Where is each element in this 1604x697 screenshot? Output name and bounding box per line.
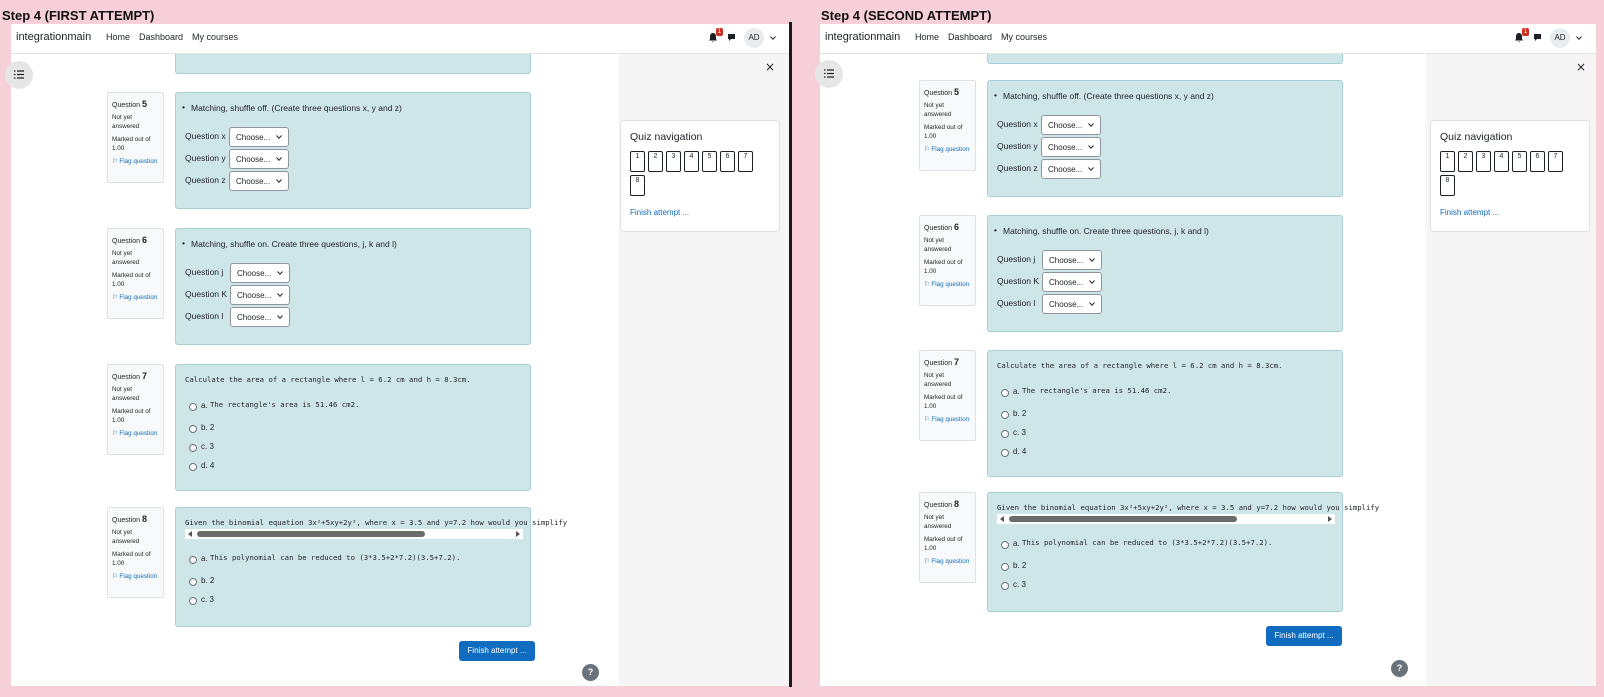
- question-mark: Marked out of 1.00: [112, 408, 151, 424]
- match-label-k: Question K: [185, 289, 228, 299]
- scrollbar-thumb[interactable]: [1009, 516, 1237, 522]
- flag-question-label: Flag question: [119, 294, 158, 301]
- quiz-nav-button-1[interactable]: 1: [630, 151, 645, 172]
- close-icon[interactable]: ×: [1576, 60, 1587, 74]
- nav-my-courses[interactable]: My courses: [1001, 32, 1048, 42]
- radio-option-c[interactable]: [189, 444, 197, 452]
- question-5-info: [919, 80, 976, 171]
- option-a-text: The rectangle's area is 51.46 cm2.: [210, 400, 360, 409]
- quiz-nav-button-2[interactable]: 2: [1458, 151, 1473, 172]
- quiz-nav-button-5[interactable]: 5: [1512, 151, 1527, 172]
- question-text: Given the binomial equation 3x²+5xy+2y², where x = 3.5 and y=7.2 how would you simplify: [185, 518, 568, 527]
- select-value: Choose...: [1049, 300, 1084, 309]
- flag-icon: ⚐: [924, 558, 930, 565]
- question-5-content: [987, 80, 1343, 197]
- flag-icon: ⚐: [112, 573, 118, 580]
- radio-option-b[interactable]: [189, 425, 197, 433]
- question-number: 8: [953, 499, 959, 509]
- option-c-label: c. 3: [1013, 428, 1026, 437]
- flag-question-link[interactable]: [112, 429, 159, 438]
- flag-question-label: Flag question: [119, 573, 158, 580]
- answer-select-l[interactable]: [1042, 294, 1102, 314]
- user-avatar[interactable]: AD: [744, 28, 764, 48]
- match-label-y: Question y: [185, 153, 226, 163]
- select-value: Choose...: [1049, 278, 1084, 287]
- horizontal-scrollbar[interactable]: [997, 514, 1335, 524]
- radio-option-a[interactable]: [1001, 541, 1009, 549]
- flag-question-label: Flag question: [931, 558, 970, 565]
- select-value: Choose...: [237, 291, 272, 300]
- chevron-down-icon: [276, 135, 282, 139]
- quiz-drawer: [619, 54, 789, 686]
- radio-option-c[interactable]: [1001, 430, 1009, 438]
- flag-question-label: Flag question: [931, 281, 970, 288]
- question-number: 7: [953, 357, 959, 367]
- question-status: Not yet answered: [112, 529, 140, 545]
- select-value: Choose...: [236, 177, 271, 186]
- question-7-content: [175, 364, 531, 491]
- question-8-content: [175, 507, 568, 627]
- previous-question-box: [175, 54, 531, 74]
- question-status: Not yet answered: [924, 102, 952, 118]
- help-button[interactable]: ?: [1391, 660, 1408, 677]
- course-index-toggle[interactable]: [5, 61, 33, 89]
- flag-question-link[interactable]: [112, 572, 159, 581]
- select-value: Choose...: [1049, 256, 1084, 265]
- question-mark: Marked out of 1.00: [112, 272, 151, 288]
- chevron-down-icon: [1089, 280, 1095, 284]
- question-text: Calculate the area of a rectangle where l = 6.2 cm and h = 8.3cm.: [997, 361, 1283, 370]
- quiz-nav-button-8[interactable]: 8: [630, 175, 645, 196]
- quiz-nav-button-5[interactable]: 5: [702, 151, 717, 172]
- option-a-text: This polynomial can be reduced to (3*3.5+2*7.2)(3.5+7.2).: [210, 553, 461, 562]
- question-5-info: [107, 92, 164, 183]
- option-b-label: b. 2: [1013, 561, 1027, 570]
- quiz-navigation-title: Quiz navigation: [630, 131, 703, 143]
- chevron-down-icon[interactable]: [770, 36, 776, 40]
- option-d-label: d. 4: [1013, 447, 1027, 456]
- flag-question-label: Flag question: [931, 146, 970, 153]
- answer-select-j[interactable]: [230, 263, 290, 283]
- question-7-info: [107, 364, 164, 455]
- question-label: Question: [924, 360, 953, 367]
- select-value: Choose...: [237, 313, 272, 322]
- site-brand[interactable]: integrationmain: [825, 31, 901, 43]
- previous-question-box: [987, 54, 1343, 64]
- question-label: Question: [112, 517, 141, 524]
- question-number: 7: [141, 371, 147, 381]
- answer-select-l[interactable]: [230, 307, 290, 327]
- chevron-down-icon[interactable]: [1576, 36, 1582, 40]
- match-label-k: Question K: [997, 276, 1040, 286]
- question-8-info: [919, 492, 976, 583]
- close-icon[interactable]: ×: [765, 60, 776, 74]
- user-avatar[interactable]: AD: [1550, 28, 1570, 48]
- answer-select-k[interactable]: [1042, 272, 1102, 292]
- radio-option-a[interactable]: [189, 403, 197, 411]
- question-6-info: [107, 228, 164, 319]
- quiz-navigation-title: Quiz navigation: [1440, 131, 1513, 143]
- chevron-down-icon: [1088, 145, 1094, 149]
- radio-option-c[interactable]: [189, 597, 197, 605]
- nav-my-courses[interactable]: My courses: [192, 32, 239, 42]
- match-label-l: Question l: [997, 298, 1036, 308]
- question-8-info: [107, 507, 164, 598]
- answer-select-y[interactable]: [1041, 137, 1101, 157]
- quiz-nav-button-8[interactable]: 8: [1440, 175, 1455, 196]
- quiz-navigation-block: [1430, 120, 1590, 232]
- answer-select-x[interactable]: [1041, 115, 1101, 135]
- flag-question-link[interactable]: [924, 280, 971, 289]
- question-6-content: [175, 228, 531, 345]
- scroll-right-arrow-icon[interactable]: [516, 531, 520, 537]
- question-mark: Marked out of 1.00: [112, 136, 151, 152]
- question-number: 5: [953, 87, 959, 97]
- option-a-letter: a.: [201, 401, 208, 410]
- flag-question-link[interactable]: [924, 145, 971, 154]
- quiz-navigation-block: [620, 120, 780, 232]
- nav-dashboard[interactable]: Dashboard: [139, 32, 184, 42]
- question-status: Not yet answered: [924, 372, 952, 388]
- match-label-z: Question z: [185, 175, 226, 185]
- radio-option-d[interactable]: [189, 463, 197, 471]
- option-a-letter: a.: [1013, 387, 1020, 396]
- chevron-down-icon: [277, 293, 283, 297]
- match-label-y: Question y: [997, 141, 1038, 151]
- caption-first-attempt: Step 4 (FIRST ATTEMPT): [2, 8, 155, 23]
- answer-select-x[interactable]: [229, 127, 289, 147]
- scroll-left-arrow-icon[interactable]: [1000, 516, 1004, 522]
- option-d-label: d. 4: [201, 461, 215, 470]
- question-text: Given the binomial equation 3x²+5xy+2y², where x = 3.5 and y=7.2 how would you simplify: [997, 503, 1380, 512]
- option-a-text: This polynomial can be reduced to (3*3.5+2*7.2)(3.5+7.2).: [1022, 538, 1273, 547]
- option-b-label: b. 2: [201, 576, 215, 585]
- flag-question-label: Flag question: [931, 416, 970, 423]
- question-5-content: [175, 92, 531, 209]
- option-b-label: b. 2: [201, 423, 215, 432]
- quiz-nav-button-7[interactable]: 7: [1548, 151, 1563, 172]
- match-label-l: Question l: [185, 311, 224, 321]
- question-status: Not yet answered: [112, 250, 140, 266]
- course-index-toggle[interactable]: [815, 60, 843, 88]
- match-label-x: Question x: [997, 119, 1038, 129]
- question-label: Question: [924, 225, 953, 232]
- flag-icon: ⚐: [924, 416, 930, 423]
- question-number: 8: [141, 514, 147, 524]
- select-value: Choose...: [1048, 121, 1083, 130]
- question-number: 6: [953, 222, 959, 232]
- question-label: Question: [112, 238, 141, 245]
- question-text: Calculate the area of a rectangle where l = 6.2 cm and h = 8.3cm.: [185, 375, 471, 384]
- radio-option-b[interactable]: [189, 578, 197, 586]
- match-label-j: Question j: [185, 267, 224, 277]
- chevron-down-icon: [277, 315, 283, 319]
- select-value: Choose...: [1048, 143, 1083, 152]
- match-label-z: Question z: [997, 163, 1038, 173]
- chevron-down-icon: [276, 157, 282, 161]
- match-label-x: Question x: [185, 131, 226, 141]
- radio-option-b[interactable]: [1001, 411, 1009, 419]
- screenshot-divider: [789, 22, 792, 687]
- question-status: Not yet answered: [112, 386, 140, 402]
- flag-question-link[interactable]: [924, 557, 971, 566]
- match-label-j: Question j: [997, 254, 1036, 264]
- question-text: • Matching, shuffle off. (Create three questions x, y and z): [191, 103, 402, 113]
- question-status: Not yet answered: [924, 237, 952, 253]
- chevron-down-icon: [276, 179, 282, 183]
- primary-navigation: [106, 32, 238, 42]
- horizontal-scrollbar[interactable]: [185, 529, 523, 539]
- quiz-nav-button-3[interactable]: 3: [1476, 151, 1491, 172]
- question-label: Question: [112, 374, 141, 381]
- chevron-down-icon: [1089, 302, 1095, 306]
- scroll-right-arrow-icon[interactable]: [1328, 516, 1332, 522]
- question-mark: Marked out of 1.00: [924, 394, 963, 410]
- top-navbar: [11, 24, 789, 54]
- top-navbar: [820, 24, 1596, 54]
- quiz-drawer: [1426, 54, 1596, 686]
- option-c-label: c. 3: [201, 595, 214, 604]
- option-b-label: b. 2: [1013, 409, 1027, 418]
- first-attempt-screenshot: [11, 24, 789, 686]
- option-a-letter: a.: [1013, 539, 1020, 548]
- radio-option-a[interactable]: [189, 556, 197, 564]
- question-mark: Marked out of 1.00: [924, 536, 963, 552]
- flag-question-link[interactable]: [924, 415, 971, 424]
- messages-icon[interactable]: [1533, 33, 1542, 42]
- list-icon: [824, 69, 834, 78]
- question-6-content: [987, 215, 1343, 332]
- flag-question-link[interactable]: [112, 293, 159, 302]
- quiz-nav-button-6[interactable]: 6: [720, 151, 735, 172]
- answer-select-y[interactable]: [229, 149, 289, 169]
- question-7-info: [919, 350, 976, 441]
- select-value: Choose...: [236, 155, 271, 164]
- flag-question-label: Flag question: [119, 430, 158, 437]
- second-attempt-screenshot: [820, 24, 1596, 686]
- question-mark: Marked out of 1.00: [924, 259, 963, 275]
- quiz-nav-button-7[interactable]: 7: [738, 151, 753, 172]
- question-number: 5: [141, 99, 147, 109]
- finish-attempt-button[interactable]: Finish attempt ...: [1266, 626, 1342, 646]
- scroll-left-arrow-icon[interactable]: [188, 531, 192, 537]
- finish-attempt-button[interactable]: Finish attempt ...: [459, 641, 535, 661]
- notification-count-badge: 1: [717, 29, 722, 35]
- caption-second-attempt: Step 4 (SECOND ATTEMPT): [821, 8, 992, 23]
- flag-icon: ⚐: [924, 146, 930, 153]
- chevron-down-icon: [1089, 258, 1095, 262]
- nav-dashboard[interactable]: Dashboard: [948, 32, 993, 42]
- flag-icon: ⚐: [112, 430, 118, 437]
- question-mark: Marked out of 1.00: [112, 551, 151, 567]
- question-mark: Marked out of 1.00: [924, 124, 963, 140]
- primary-navigation: [915, 32, 1047, 42]
- question-label: Question: [924, 502, 953, 509]
- quiz-nav-button-6[interactable]: 6: [1530, 151, 1545, 172]
- quiz-nav-button-3[interactable]: 3: [666, 151, 681, 172]
- question-status: Not yet answered: [924, 514, 952, 530]
- scrollbar-thumb[interactable]: [197, 531, 425, 537]
- question-text: • Matching, shuffle off. (Create three questions x, y and z): [1003, 91, 1214, 101]
- answer-select-z[interactable]: [1041, 159, 1101, 179]
- quiz-navigation-buttons: [1440, 151, 1580, 196]
- question-text: • Matching, shuffle on. Create three questions, j, k and l): [191, 239, 397, 249]
- flag-question-label: Flag question: [119, 158, 158, 165]
- question-label: Question: [112, 102, 141, 109]
- finish-attempt-link[interactable]: Finish attempt ...: [630, 208, 690, 217]
- flag-icon: ⚐: [924, 281, 930, 288]
- finish-attempt-link[interactable]: Finish attempt ...: [1440, 208, 1500, 217]
- help-button[interactable]: ?: [582, 664, 599, 681]
- messages-icon[interactable]: [727, 33, 736, 42]
- answer-select-z[interactable]: [229, 171, 289, 191]
- question-number: 6: [141, 235, 147, 245]
- select-value: Choose...: [236, 133, 271, 142]
- chevron-down-icon: [277, 271, 283, 275]
- quiz-nav-button-2[interactable]: 2: [648, 151, 663, 172]
- question-7-content: [987, 350, 1343, 477]
- answer-select-j[interactable]: [1042, 250, 1102, 270]
- flag-question-link[interactable]: [112, 157, 159, 166]
- question-text: • Matching, shuffle on. Create three questions, j, k and l): [1003, 226, 1209, 236]
- flag-icon: ⚐: [112, 294, 118, 301]
- list-icon: [14, 70, 24, 79]
- nav-home[interactable]: Home: [106, 32, 131, 42]
- option-a-letter: a.: [201, 554, 208, 563]
- question-6-info: [919, 215, 976, 306]
- question-status: Not yet answered: [112, 114, 140, 130]
- radio-option-b[interactable]: [1001, 563, 1009, 571]
- select-value: Choose...: [237, 269, 272, 278]
- question-label: Question: [924, 90, 953, 97]
- flag-icon: ⚐: [112, 158, 118, 165]
- nav-home[interactable]: Home: [915, 32, 940, 42]
- quiz-nav-button-4[interactable]: 4: [684, 151, 699, 172]
- chevron-down-icon: [1088, 123, 1094, 127]
- option-c-label: c. 3: [201, 442, 214, 451]
- option-c-label: c. 3: [1013, 580, 1026, 589]
- answer-select-k[interactable]: [230, 285, 290, 305]
- chevron-down-icon: [1088, 167, 1094, 171]
- notification-count-badge: 1: [1523, 29, 1528, 35]
- radio-option-a[interactable]: [1001, 389, 1009, 397]
- quiz-nav-button-1[interactable]: 1: [1440, 151, 1455, 172]
- site-brand[interactable]: integrationmain: [16, 31, 92, 43]
- radio-option-d[interactable]: [1001, 449, 1009, 457]
- option-a-text: The rectangle's area is 51.46 cm2.: [1022, 386, 1172, 395]
- quiz-navigation-buttons: [630, 151, 770, 196]
- question-8-content: [987, 492, 1380, 612]
- quiz-nav-button-4[interactable]: 4: [1494, 151, 1509, 172]
- radio-option-c[interactable]: [1001, 582, 1009, 590]
- select-value: Choose...: [1048, 165, 1083, 174]
